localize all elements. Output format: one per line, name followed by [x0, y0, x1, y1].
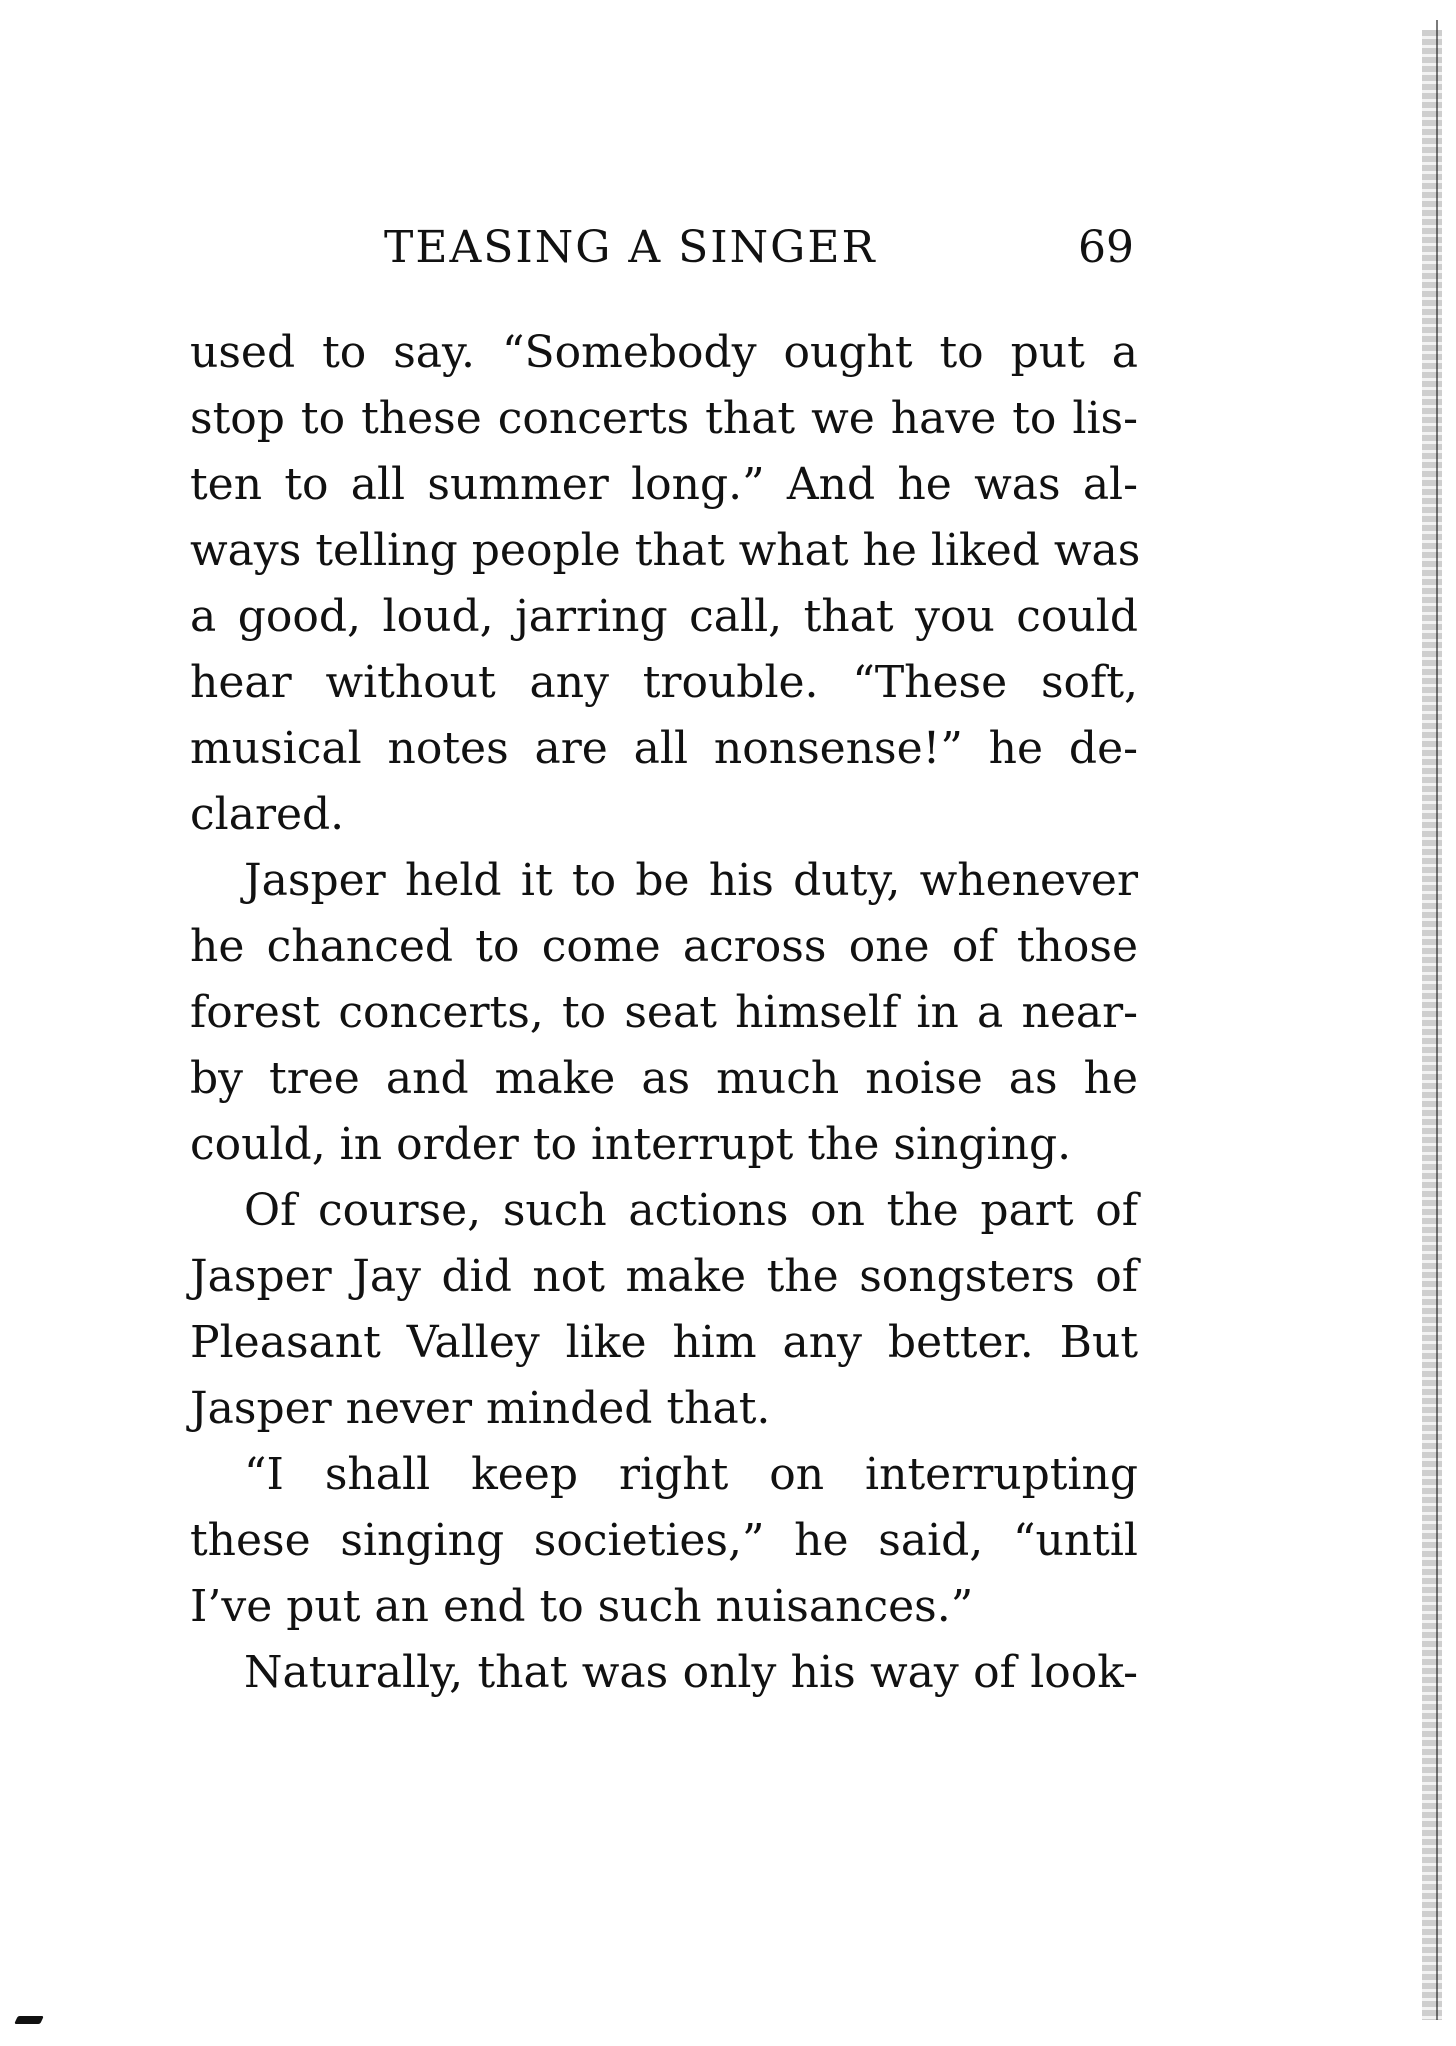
- binding-edge-line: [1436, 20, 1438, 2020]
- text-line: I’ve put an end to such nuisances.”: [190, 1581, 974, 1632]
- text-line: Jasper Jay did not make the songsters of: [190, 1251, 1138, 1302]
- text-line: forest concerts, to seat himself in a near-: [190, 987, 1138, 1038]
- text-line: these singing societies,” he said, “until: [190, 1515, 1138, 1566]
- text-line: musical notes are all nonsense!” he de-: [190, 723, 1138, 774]
- paragraph-start-line: Naturally, that was only his way of look-: [244, 1647, 1138, 1698]
- text-line: Jasper never minded that.: [190, 1383, 771, 1434]
- text-line: by tree and make as much noise as he: [190, 1053, 1138, 1104]
- paragraph-start-line: Of course, such actions on the part of: [244, 1185, 1138, 1236]
- text-line: he chanced to come across one of those: [190, 921, 1138, 972]
- text-line: hear without any trouble. “These soft,: [190, 657, 1138, 708]
- paragraph-start-line: “I shall keep right on interrupting: [244, 1449, 1138, 1500]
- text-line: clared.: [190, 789, 345, 840]
- text-line: ways telling people that what he liked was: [190, 525, 1141, 576]
- body-text: [190, 320, 1141, 1706]
- text-line: stop to these concerts that we have to lis-: [190, 393, 1138, 444]
- scan-corner-mark: [14, 2016, 44, 2024]
- running-head-title: TEASING A SINGER: [384, 222, 877, 273]
- text-line: ten to all summer long.” And he was al-: [190, 459, 1138, 510]
- text-line: Pleasant Valley like him any better. But: [190, 1317, 1138, 1368]
- text-line: used to say. “Somebody ought to put a: [190, 327, 1138, 378]
- text-line: a good, loud, jarring call, that you could: [190, 591, 1138, 642]
- binding-edge-shadow: [1422, 30, 1442, 2020]
- text-line: could, in order to interrupt the singing.: [190, 1119, 1072, 1170]
- running-head: [384, 222, 1134, 282]
- page-number: 69: [1078, 222, 1134, 273]
- paragraph-start-line: Jasper held it to be his duty, whenever: [244, 855, 1138, 906]
